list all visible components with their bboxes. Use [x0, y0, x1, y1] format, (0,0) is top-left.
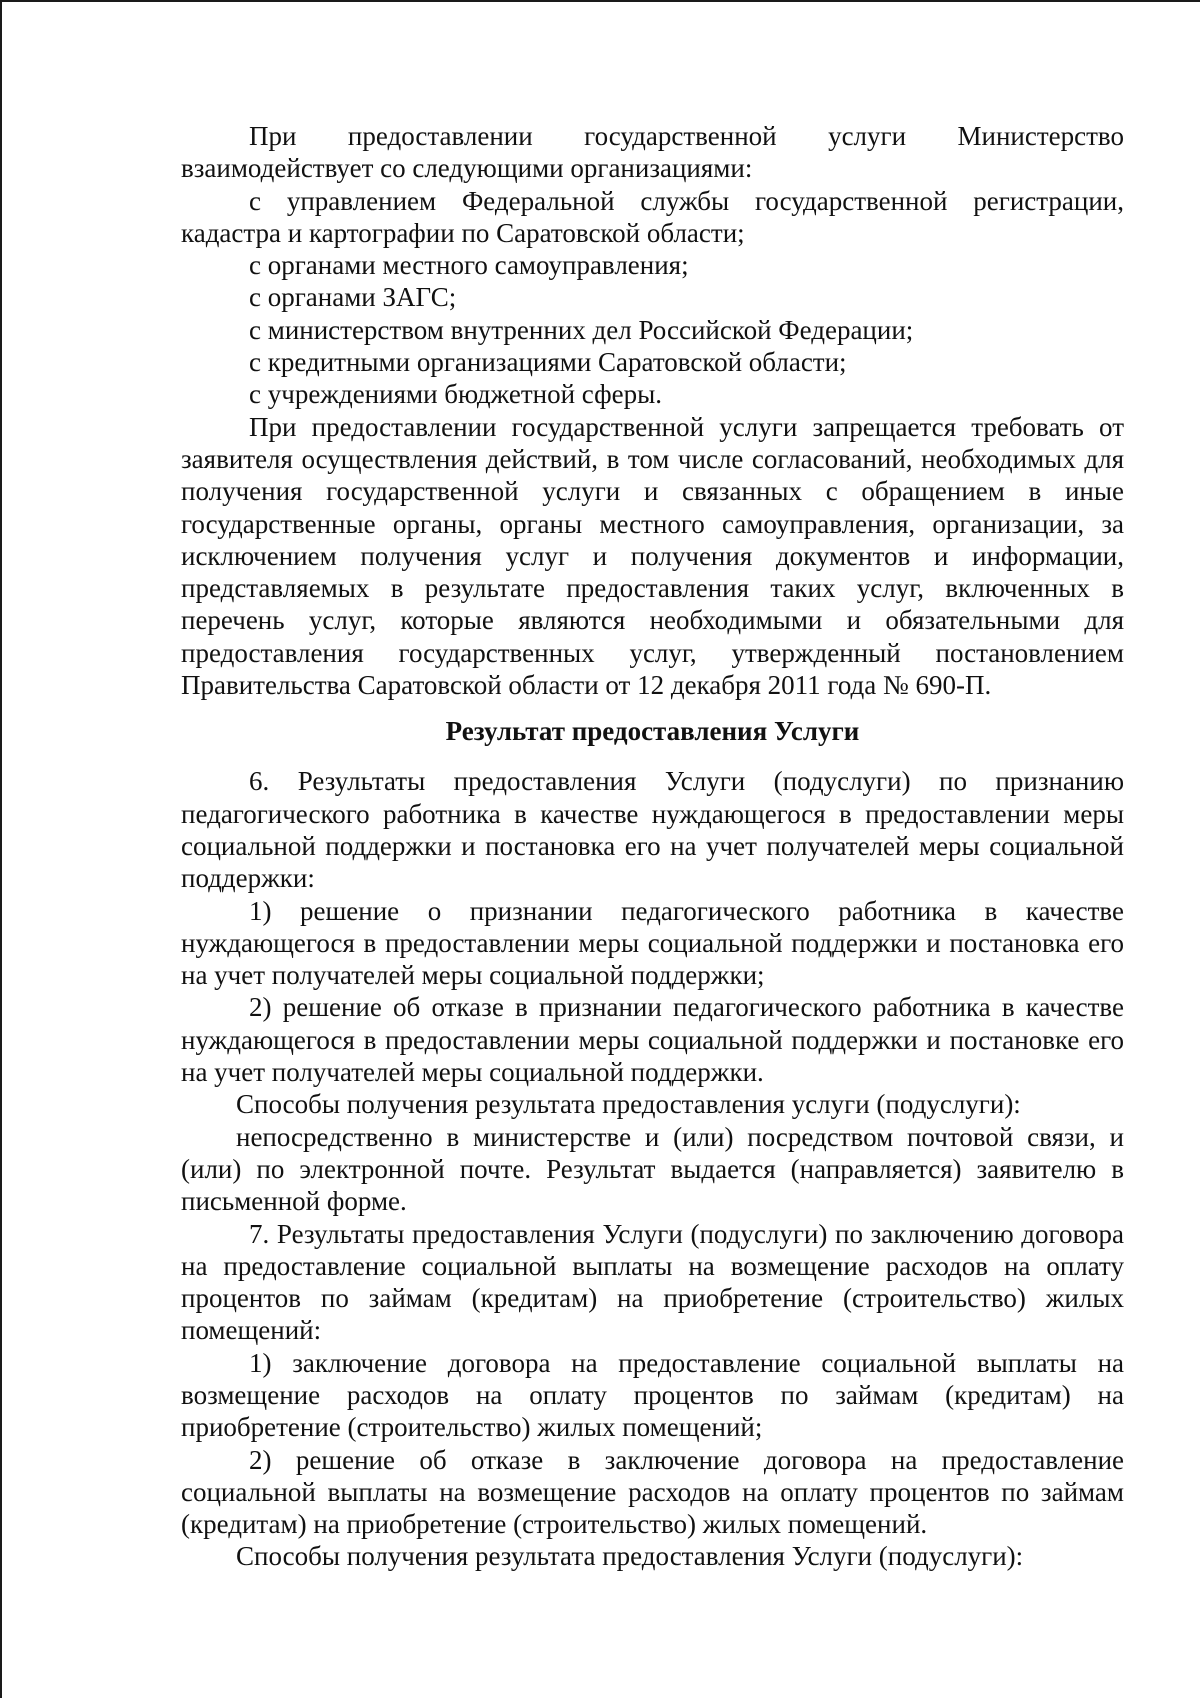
paragraph-zags: с органами ЗАГС;: [249, 282, 457, 313]
paragraph-result-7-methods: Способы получения результата предоставления Услуги (подуслуги):: [236, 1541, 1024, 1572]
paragraph-result-6-item-1: 1) решение о признании педагогического работника в качестве нуждающегося в предоставлении меры социальной поддержки и постановка его на учет получателей меры социальной поддержки;: [181, 895, 1124, 991]
paragraph-result-6-delivery: непосредственно в министерстве и (или) посредством почтовой связи, и (или) по электронной почте. Результат выдается (направляется) заявителю в письменной форме.: [181, 1121, 1124, 1217]
paragraph-prohibition: При предоставлении государственной услуги запрещается требовать от заявителя осуществления действий, в том числе согласований, необходимых для получения государственной услуги и связанных с обращением в иные государственные органы, органы местного самоуправления, организации, за исключением получения услуг и получения документов и информации, представляемых в результате предоставления таких услуг, включенных в перечень услуг, которые являются необходимыми и обязательными для предоставления государственных услуг, утвержденный постановлением Правительства Саратовской области от 12 декабря 2011 года № 690-П.: [181, 411, 1124, 701]
paragraph-result-7-item-1: 1) заключение договора на предоставление социальной выплаты на возмещение расходов на оплату процентов по займам (кредитам) на приобретение (строительство) жилых помещений;: [181, 1347, 1124, 1443]
scan-border-top: [0, 0, 1200, 2]
scan-border-left: [0, 0, 2, 1698]
paragraph-result-7: 7. Результаты предоставления Услуги (подуслуги) по заключению договора на предоставление социальной выплаты на возмещение расходов на оплату процентов по займам (кредитам) на приобретение (строительство) жилых помещений:: [181, 1218, 1124, 1346]
paragraph-local-government: с органами местного самоуправления;: [249, 250, 689, 281]
section-heading: Результат предоставления Услуги: [445, 716, 860, 747]
paragraph-result-6-item-2: 2) решение об отказе в признании педагогического работника в качестве нуждающегося в предоставлении меры социальной поддержки и постановке его на учет получателей меры социальной поддержки.: [181, 992, 1124, 1088]
paragraph-credit-orgs: с кредитными организациями Саратовской области;: [249, 347, 847, 378]
paragraph-result-6: 6. Результаты предоставления Услуги (подуслуги) по признанию педагогического работника в качестве нуждающегося в предоставлении меры социальной поддержки и постановка его на учет получателей меры социальной поддержки:: [181, 766, 1124, 894]
paragraph-result-6-methods: Способы получения результата предоставления услуги (подуслуги):: [236, 1089, 1021, 1120]
paragraph-mvd: с министерством внутренних дел Российской Федерации;: [249, 314, 914, 345]
paragraph-result-7-item-2: 2) решение об отказе в заключение договора на предоставление социальной выплаты на возмещение расходов на оплату процентов по займам (кредитам) на приобретение (строительство) жилых помещений.: [181, 1444, 1124, 1540]
paragraph-budget-institutions: с учреждениями бюджетной сферы.: [249, 379, 662, 410]
document-page: [181, 120, 1124, 1573]
paragraph-interaction-intro: При предоставлении государственной услуги Министерство взаимодействует со следующими организациями:: [181, 121, 1124, 184]
paragraph-rosreestr: с управлением Федеральной службы государственной регистрации, кадастра и картографии по Саратовской области;: [181, 185, 1124, 248]
